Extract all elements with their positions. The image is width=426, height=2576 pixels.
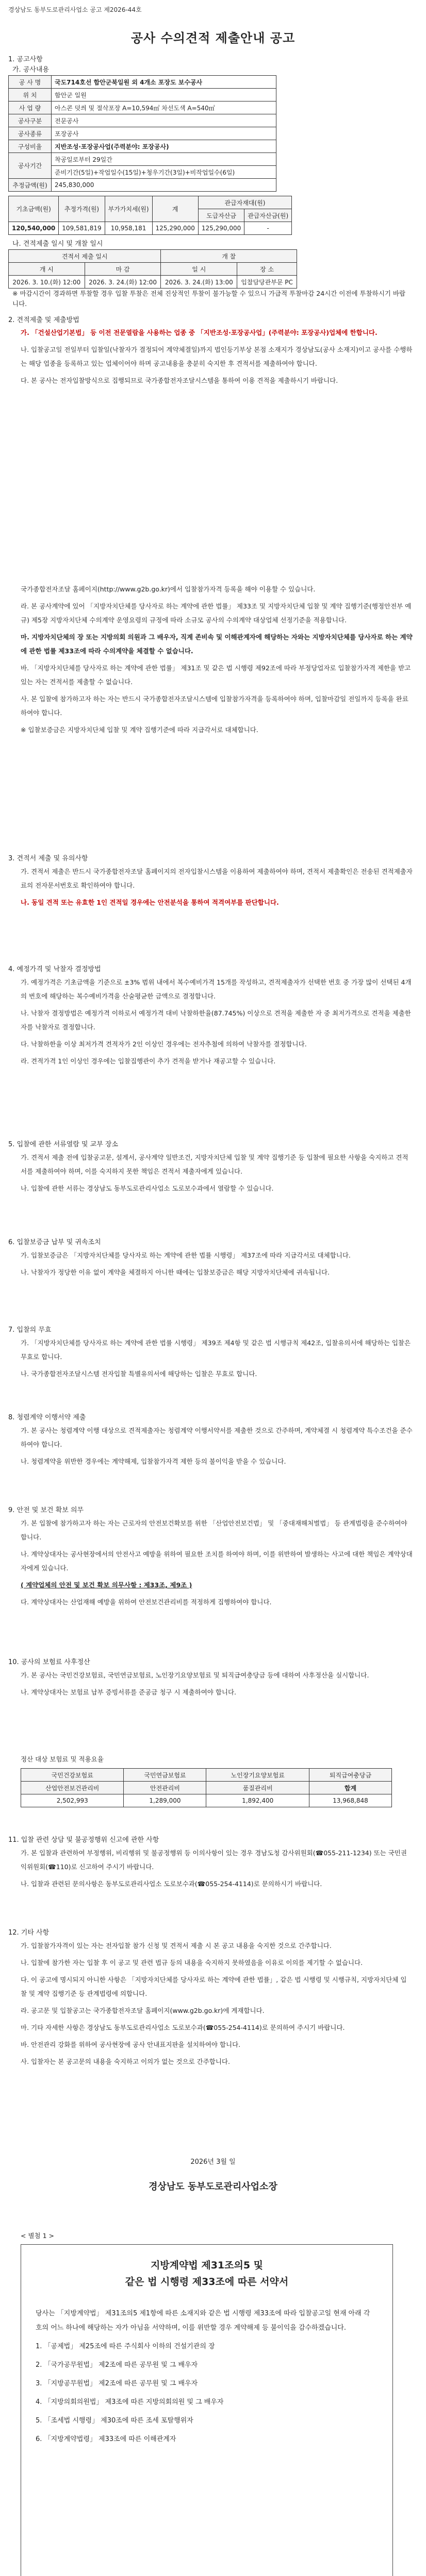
section-12-body: [21, 1939, 413, 2072]
cost-subcol: 관급자산금(원): [244, 209, 292, 222]
cost-label: 기초금액(원): [9, 196, 59, 222]
work-info-table: [8, 75, 276, 192]
row-label: 사 업 량: [9, 101, 52, 114]
section-7-para: 가. 「지방자치단체를 당사자로 하는 계약에 관한 법률 시행령」 제39조 제4항 및 같은 법 시행규칙 제42조, 입찰유의서에 해당하는 입찰은 무효로 합니다.: [21, 1339, 411, 1361]
section-2b-para: 마. 지방자치단체의 장 또는 지방의회 의원과 그 배우자, 직계 존비속 및 이해관계자에 해당하는 자와는 지방자치단체를 당사자로 하는 계약에 관한 법률 제33조에 따라 수의계약을 체결할 수 없습니다.: [21, 633, 413, 655]
attachment-item: 1. 「공제법」 제25조에 따른 주식회사 이하의 건설기관의 장: [36, 2343, 215, 2350]
section-5-para: 나. 입찰에 관한 서류는 경상남도 동부도로관리사업소 도로보수과에서 열람할 수 있습니다.: [21, 1184, 274, 1192]
section-12-para: 라. 공고문 및 입찰공고는 국가종합전자조달 홈페이지(www.g2b.go.kr)에 게재합니다.: [21, 2007, 265, 2014]
section-9-body: [21, 1516, 413, 1612]
section-6-para: 가. 입찰보증금은 「지방자치단체를 당사자로 하는 계약에 관한 법률 시행령」 제37조에 따라 지급각서로 대체합니다.: [21, 1251, 351, 1259]
insurance-value: 13,968,848: [309, 1794, 391, 1807]
attachment-item: 6. 「지방계약법령」 제33조에 따른 이해관계자: [36, 2435, 176, 2443]
insurance-sub: 합계: [309, 1782, 391, 1794]
section-8-heading: 8. 청렴계약 이행서약 제출: [8, 1414, 86, 1421]
insurance-sub: 안전관리비: [124, 1782, 206, 1794]
schedule-value: 2026. 3. 24.(화) 13:00: [161, 276, 237, 289]
section-11-para: 가. 본 입찰과 관련하여 부정행위, 비리행위 및 불공정행위 등 이의사항이 있는 경우 경남도청 감사위원회(☎055-211-1234) 또는 국민권익위원회(☎110)로 신고하여 주시기 바랍니다.: [21, 1849, 407, 1871]
attachment-item: 4. 「지방의회의원법」 제3조에 따른 지방의회의원 및 그 배우자: [36, 2398, 224, 2406]
section-12-heading: 12. 기타 사항: [8, 1929, 50, 1937]
cost-col: 관급자재대(원): [198, 196, 291, 209]
section-2b-para: 라. 본 공사계약에 있어 「지방자치단체를 당사자로 하는 계약에 관한 법률」 제33조 및 지방자치단체 입찰 및 계약 집행기준(행정안전부 예규) 제5장 지방자치단체 수의계약 운영요령의 규정에 따라 소규모 공사의 수의계약 대상업체 선정기준을 적용합니다.: [21, 602, 412, 624]
issuer-name: 경상남도 동부도로관리사업소장: [149, 2181, 277, 2192]
section-4-heading: 4. 예정가격 및 낙찰자 결정방법: [8, 965, 101, 973]
section-10-body: [21, 1668, 413, 1702]
section-1-sub-a: 가. 공사내용: [12, 66, 50, 74]
attachment-item: 3. 「지방공무원법」 제2조에 따른 공무원 및 그 배우자: [36, 2380, 198, 2387]
insurance-value: 2,502,993: [21, 1794, 124, 1807]
attachment-intro: 당사는 「지방계약법」 제31조의5 제1항에 따른 소재지와 같은 법 시행령 제33조에 따라 입찰공고일 현재 아래 각 호의 어느 하나에 해당하는 자가 아님을 서약하며, 이를 위반할 경우 계약해제 등 불이익을 감수하겠습니다.: [36, 2310, 370, 2332]
attachment-title-line1: 지방계약법 제31조의5 및: [150, 2260, 264, 2271]
notice-date: 2026년 3월 일: [190, 2158, 236, 2166]
schedule-note: ※ 마감시간이 경과하면 투찰할 경우 입찰 투찰은 전체 진상적인 투찰이 불가능할 수 있으니 가급적 투찰마감 24시간 이전에 투찰하시기 바랍니다.: [12, 290, 406, 308]
insurance-col: 노인장기요양보험료: [206, 1769, 309, 1782]
section-9-emphasis: ( 계약업체의 안전 및 보건 확보 의무사항 : 제33조, 제9조 ): [21, 1581, 192, 1589]
section-6-heading: 6. 입찰보증금 납부 및 귀속조치: [8, 1239, 101, 1246]
section-1-heading: 1. 공고사항: [8, 56, 43, 63]
section-2b-para: ※ 입찰보증금은 지방자치단체 입찰 및 계약 집행기준에 따라 지급각서로 대체합니다.: [21, 726, 258, 734]
section-2b-body: [21, 582, 413, 740]
section-4-body: [21, 975, 413, 1071]
schedule-subcol: 마 감: [85, 263, 161, 276]
row-value: 국도714호선 합안군북일원 외 4개소 포장도 보수공사: [52, 76, 276, 89]
insurance-value: 1,289,000: [124, 1794, 206, 1807]
row-label: 공사기간: [9, 153, 52, 179]
attachment-body: [36, 2307, 376, 2451]
notice-number: 경상남도 동부도로관리사업소 공고 제2026-44호: [8, 6, 142, 13]
row-label: 공사종류: [9, 127, 52, 140]
section-2b-para: 사. 본 입찰에 참가하고자 하는 자는 반드시 국가종합전자조달시스템에 입찰참가자격을 등록하여야 하며, 입찰마감일 전일까지 등록을 완료하여야 합니다.: [21, 695, 408, 717]
section-8-body: [21, 1423, 413, 1471]
schedule-value: 입찰담당관부문 PC: [237, 276, 297, 289]
schedule-subcol: 개 시: [9, 263, 85, 276]
insurance-note: 정산 대상 보험료 및 적용요율: [21, 1755, 104, 1763]
section-4-para: 다. 낙찰하한율 이상 최저가격 견적자가 2인 이상인 경우에는 전자추첨에 의하여 낙찰자를 결정합니다.: [21, 1040, 307, 1048]
section-9-para: 다. 계약상대자는 산업재해 예방을 위하여 안전보건관리비를 적정하게 집행하여야 합니다.: [21, 1598, 272, 1606]
section-12-para: 마. 기타 자세한 사항은 경상남도 동부도로관리사업소 도로보수과(☎055-254-4114)로 문의하여 주시기 바랍니다.: [21, 2024, 345, 2031]
insurance-col: 국민건강보험료: [21, 1769, 124, 1782]
section-11-para: 나. 입찰과 관련된 문의사항은 동부도로관리사업소 도로보수과(☎055-254-4114)로 문의하시기 바랍니다.: [21, 1880, 322, 1888]
schedule-subcol: 일 시: [161, 263, 237, 276]
schedule-value: 2026. 3. 24.(화) 12:00: [85, 276, 161, 289]
section-1-sub-b: 나. 견적제출 일시 및 개찰 일시: [12, 240, 103, 248]
section-8-para: 나. 청렴계약을 위반한 경우에는 계약해제, 입찰참가자격 제한 등의 불이익을 받을 수 있습니다.: [21, 1458, 286, 1465]
section-2-para: 나. 입찰공고일 전일부터 입찰일(낙찰자가 결정되어 계약체결일)까지 법인등기부상 본점 소재지가 경상남도(공사 소재지)이고 공사를 수행하는 해당 업종을 등록하고 있는 업체이어야 하며 공고내용을 충분히 숙지한 후 견적서를 제출하여야 합니다.: [21, 346, 413, 367]
section-2-body: [21, 326, 413, 391]
section-5-body: [21, 1150, 413, 1198]
section-4-para: 가. 예정가격은 기초금액을 기준으로 ±3% 범위 내에서 복수예비가격 15개를 작성하고, 견적제출자가 선택한 번호 중 가장 많이 선택된 4개의 번호에 해당하는 복수예비가격을 산술평균한 금액으로 결정합니다.: [21, 978, 412, 1000]
attachment-title-line2: 같은 법 시행령 제33조에 따른 서약서: [125, 2276, 289, 2287]
row-label: 구성비율: [9, 140, 52, 153]
section-3-para: 나. 동일 견적 또는 유효한 1인 견적일 경우에는 안전분석을 통하여 적격여부를 판단합니다.: [21, 899, 279, 906]
section-10-para: 가. 본 공사는 국민건강보험료, 국민연금보험료, 노인장기요양보험료 및 퇴직급여충당금 등에 대하여 사후정산을 실시합니다.: [21, 1671, 369, 1679]
section-6-para: 나. 낙찰자가 정당한 이유 없이 계약을 체결하지 아니한 때에는 입찰보증금은 해당 지방자치단체에 귀속됩니다.: [21, 1268, 330, 1276]
page-title: 공사 수의견적 제출안내 공고: [130, 31, 296, 45]
section-12-para: 사. 입찰자는 본 공고문의 내용을 숙지하고 이의가 없는 것으로 간주합니다.: [21, 2058, 230, 2065]
row-value: 245,830,000: [52, 179, 276, 192]
row-value: 함안군 일원: [52, 89, 276, 101]
insurance-sub: 산업안전보건관리비: [21, 1782, 124, 1794]
section-7-heading: 7. 입찰의 무효: [8, 1326, 52, 1334]
section-4-para: 나. 낙찰자 결정방법은 예정가격 이하로서 예정가격 대비 낙찰하한율(87.745%) 이상으로 견적을 제출한 자 중 최저가격으로 견적을 제출한 자를 낙찰자로 결정합니다.: [21, 1009, 411, 1031]
section-3-body: [21, 865, 413, 912]
row-value: 아스콘 덧씌 및 절삭포장 A=10,594㎡ 차선도색 A=540㎡: [52, 101, 276, 114]
cost-value: 125,290,000: [198, 222, 244, 235]
row-value: 전문공사: [52, 114, 276, 127]
section-2-heading: 2. 견적제출 및 제출방법: [8, 316, 79, 324]
section-2-para: 가. 「건설산업기본법」 등 이전 전문열람을 사용하는 업종 중 「지반조성·포장공사업」(주력분야: 포장공사)업체에 한합니다.: [21, 329, 378, 336]
insurance-sub: 품질관리비: [206, 1782, 309, 1794]
section-7-para: 나. 국가종합전자조달시스템 전자입찰 특별유의서에 해당하는 입찰은 무효로 합니다.: [21, 1370, 257, 1378]
row-label: 공사구분: [9, 114, 52, 127]
cost-value: 109,581,819: [59, 222, 105, 235]
row-value: 준비기간(5일)+작업일수(15일)+청우기간(3일)+비작업일수(6일): [52, 166, 276, 179]
row-value: 지반조성·포장공사업(주력분야: 포장공사): [52, 140, 276, 153]
section-8-para: 가. 본 공사는 청렴계약 이행 대상으로 견적제출자는 청렴계약 이행서약서를 제출한 것으로 간주하며, 계약체결 시 청렴계약 특수조건을 준수하여야 합니다.: [21, 1427, 413, 1448]
section-2-para: 다. 본 공사는 전자입찰방식으로 집행되므로 국가종합전자조달시스템을 통하여 이용 견적을 제출하시기 바랍니다.: [21, 377, 338, 384]
row-value: 포장공사: [52, 127, 276, 140]
section-12-para: 다. 이 공고에 명시되지 아니한 사항은 「지방자치단체를 당사자로 하는 계약에 관한 법률」, 같은 법 시행령 및 시행규칙, 지방자치단체 입찰 및 계약 집행기준 등 관계법령에 의합니다.: [21, 1976, 407, 1997]
section-3-heading: 3. 견적서 제출 및 유의사항: [8, 855, 88, 862]
section-4-para: 라. 견적가격 1인 이상인 경우에는 입찰집행관이 추가 견적을 받거나 재공고할 수 있습니다.: [21, 1057, 276, 1065]
section-6-body: [21, 1248, 413, 1282]
schedule-col: 개 찰: [161, 250, 297, 263]
cost-value: -: [244, 222, 292, 235]
section-5-para: 가. 견적서 제출 전에 입찰공고문, 설계서, 공사계약 일반조건, 지방자치단체 입찰 및 계약 집행기준 등 입찰에 필요한 사항을 숙지하고 견적서를 제출하여야 하며, 이를 숙지하지 못한 책임은 견적서 제출자에게 있습니다.: [21, 1154, 408, 1175]
insurance-value: 1,892,400: [206, 1794, 309, 1807]
schedule-table: [8, 249, 297, 289]
insurance-col: 국민연금보험료: [124, 1769, 206, 1782]
section-9-para: 가. 본 입찰에 참가하고자 하는 자는 근로자의 안전보건확보를 위한 「산업안전보건법」 및 「중대재해처벌법」 등 관계법령을 준수하여야 합니다.: [21, 1519, 407, 1541]
section-11-body: [21, 1846, 413, 1894]
cost-col: 계: [152, 196, 198, 222]
section-9-para: 나. 계약상대자는 공사현장에서의 안전사고 예방을 위하여 필요한 조치를 하여야 하며, 이를 위반하여 발생하는 사고에 대한 책임은 계약상대자에게 있습니다.: [21, 1550, 413, 1572]
section-12-para: 나. 입찰에 참가한 자는 입찰 후 이 공고 및 관련 법규 등의 내용을 숙지하지 못하였음을 이유로 이의를 제기할 수 없습니다.: [21, 1959, 363, 1967]
section-3-para: 가. 견적서 제출은 반드시 국가종합전자조달 홈페이지의 전자입찰시스템을 이용하여 제출하여야 하며, 견적서 제출확인은 전송된 견적제출자료의 전자문서번호로 확인하여야 합니다.: [21, 868, 413, 889]
schedule-col: 견적서 제출 일시: [9, 250, 161, 263]
cost-value: 125,290,000: [152, 222, 198, 235]
section-12-para: 가. 입찰참가자격이 있는 자는 전자입찰 참가 신청 및 견적서 제출 시 본 공고 내용을 숙지한 것으로 간주합니다.: [21, 1942, 332, 1950]
schedule-subcol: 장 소: [237, 263, 297, 276]
section-10-heading: 10. 공사의 보험료 사후정산: [8, 1658, 90, 1666]
attachment-item: 5. 「조세법 시행령」 제30조에 따른 조세 포탈행위자: [36, 2417, 193, 2425]
section-9-heading: 9. 안전 및 보건 확보 의무: [8, 1506, 84, 1514]
attachment-item: 2. 「국가공무원법」 제2조에 따른 공무원 및 그 배우자: [36, 2361, 198, 2369]
cost-col: 부가가치세(원): [105, 196, 152, 222]
section-2b-para: 바. 「지방자치단체를 당사자로 하는 계약에 관한 법률」 제31조 및 같은 법 시행령 제92조에 따라 부정당업자로 입찰참가자격 제한을 받고 있는 자는 견적서를 제출할 수 없습니다.: [21, 664, 411, 686]
cost-value: 10,958,181: [105, 222, 152, 235]
cost-col: 추정가격(원): [59, 196, 105, 222]
insurance-table: [21, 1768, 392, 1807]
section-12-para: 바. 안전관리 강화를 위하여 공사현장에 공사 안내표지판을 설치하여야 합니다.: [21, 2041, 241, 2048]
cost-value: 120,540,000: [9, 222, 59, 235]
schedule-value: 2026. 3. 10.(화) 12:00: [9, 276, 85, 289]
section-2b-para: 국가종합전자조달 홈페이지(http://www.g2b.go.kr)에서 입찰참가자격 등록을 해야 이용할 수 있습니다.: [21, 585, 316, 593]
section-10-para: 나. 계약상대자는 보험료 납부 증빙서류를 준공금 청구 시 제출하여야 합니다.: [21, 1688, 237, 1696]
attachment-box: [21, 2244, 393, 2576]
row-label: 추정금액(원): [9, 179, 52, 192]
section-11-heading: 11. 입찰 관련 상담 및 불공정행위 신고에 관한 사항: [8, 1836, 159, 1844]
insurance-col: 퇴직급여충당금: [309, 1769, 391, 1782]
row-label: 위 치: [9, 89, 52, 101]
attachment-label: < 별첨 1 >: [21, 2232, 54, 2240]
cost-table: [8, 196, 292, 235]
row-label: 공 사 명: [9, 76, 52, 89]
section-5-heading: 5. 입찰에 관한 서류열람 및 교부 장소: [8, 1141, 119, 1148]
cost-subcol: 도급자산금: [198, 209, 244, 222]
row-value: 착공일로부터 29일간: [52, 153, 276, 166]
section-7-body: [21, 1336, 413, 1384]
